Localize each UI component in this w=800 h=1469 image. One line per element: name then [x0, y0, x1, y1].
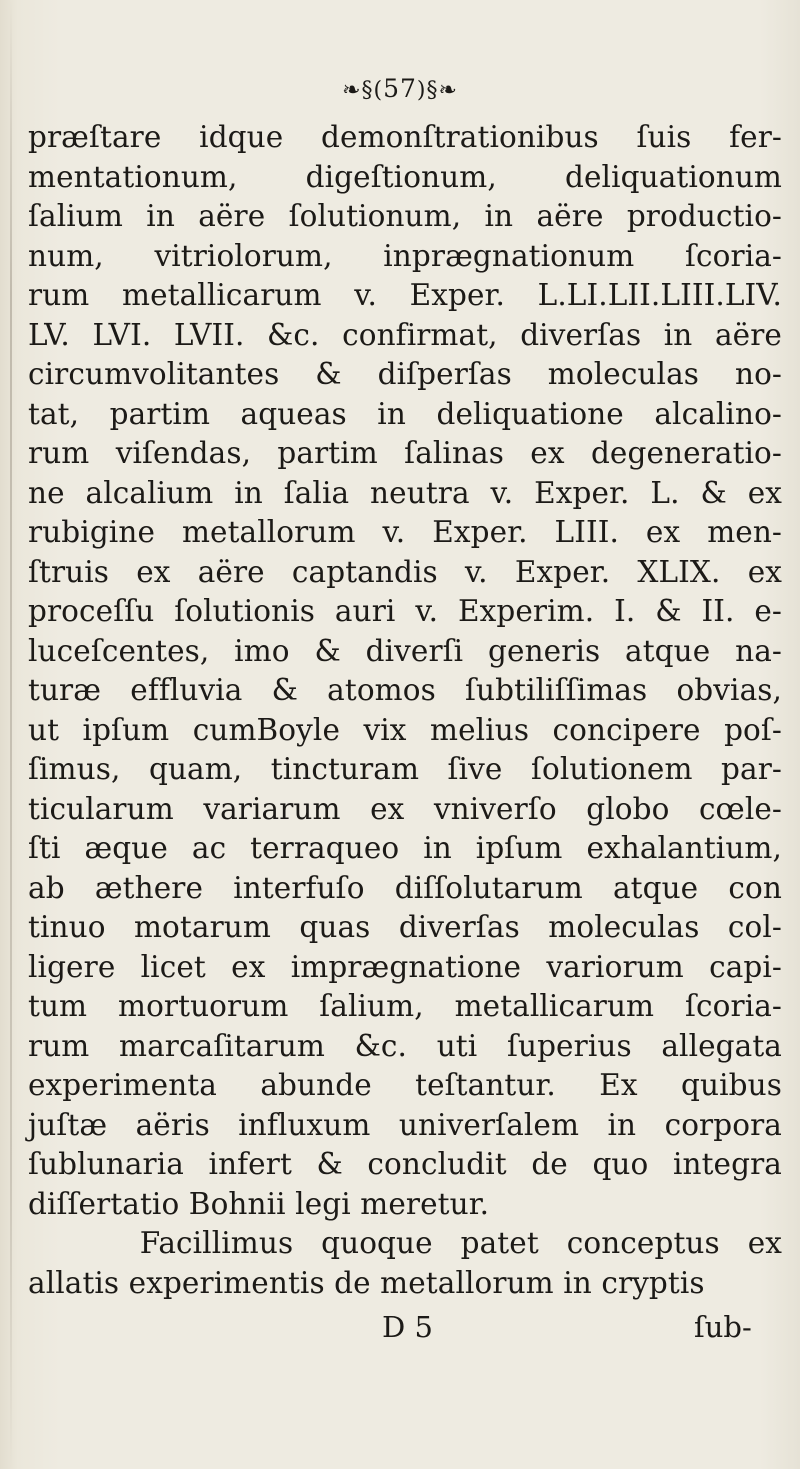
header-ornament-left: ❧§(: [342, 78, 384, 103]
page-footer: [0, 1310, 800, 1346]
text-line: LV. LVI. LVII. &c. confirmat, diverſas in aëre: [28, 317, 782, 352]
page-header: [0, 74, 800, 103]
text-line: diſſertatio Bohnii legi meretur.: [28, 1186, 490, 1221]
text-line: rum metallicarum v. Exper. L.LI.LII.LIII.LIV.: [28, 278, 782, 312]
text-line: tat, partim aqueas in deliquatione alcalino-: [28, 396, 782, 431]
text-line: rubigine metallorum v. Exper. LIII. ex men-: [28, 515, 782, 549]
text-line: ſublunaria infert & concludit de quo integra: [28, 1147, 782, 1181]
text-line: rum marcaſitarum &c. uti ſuperius allegata: [28, 1028, 782, 1063]
text-line: Facillimus quoque patet conceptus ex: [28, 1226, 782, 1260]
text-line: præſtare idque demonſtrationibus ſuis fer-: [28, 120, 782, 154]
text-line: ſti æque ac terraqueo in ipſum exhalantium,: [28, 831, 782, 865]
text-line: ligere licet ex imprægnatione variorum capi-: [28, 949, 782, 984]
text-line: luceſcentes, imo & diverſi generis atque na-: [28, 633, 782, 668]
text-line: experimenta abunde teſtantur. Ex quibus: [28, 1068, 782, 1102]
text-line: allatis experimentis de metallorum in cryptis: [28, 1265, 705, 1300]
text-line: circumvolitantes & diſperſas moleculas no-: [28, 357, 782, 391]
gutter-shadow: [10, 0, 12, 1469]
text-line: rum viſendas, partim ſalinas ex degeneratio-: [28, 436, 782, 470]
text-line: ſtruis ex aëre captandis v. Exper. XLIX. ex: [28, 554, 782, 589]
text-line: ne alcalium in ſalia neutra v. Exper. L. & ex: [28, 475, 782, 510]
text-line: ſimus, quam, tincturam ſive ſolutionem par-: [28, 752, 782, 786]
text-line: ut ipſum cumBoyle vix melius concipere poſ-: [28, 712, 782, 747]
text-line: tinuo motarum quas diverſas moleculas col-: [28, 910, 782, 944]
text-line: ab æthere interfuſo diſſolutarum atque con: [28, 870, 782, 905]
signature-mark: D 5: [382, 1310, 433, 1344]
text-line: turæ effluvia & atomos ſubtiliſſimas obvias,: [28, 673, 782, 707]
text-line: juſtæ aëris influxum univerſalem in corpora: [28, 1107, 782, 1142]
page-number: 57: [383, 74, 417, 103]
catchword: ſub-: [694, 1310, 752, 1344]
text-line: ſalium in aëre ſolutionum, in aëre productio-: [28, 199, 782, 233]
text-line: mentationum, digeſtionum, deliquationum: [28, 159, 782, 194]
text-line: num, vitriolorum, inprægnationum ſcoria-: [28, 238, 782, 273]
text-line: tum mortuorum ſalium, metallicarum ſcoria-: [28, 989, 782, 1023]
text-line: ticularum variarum ex vniverſo globo cœle-: [28, 791, 782, 826]
text-line: proceſſu ſolutionis auri v. Experim. I. & II. e-: [28, 594, 782, 628]
header-ornament-right: )§❧: [416, 78, 458, 103]
